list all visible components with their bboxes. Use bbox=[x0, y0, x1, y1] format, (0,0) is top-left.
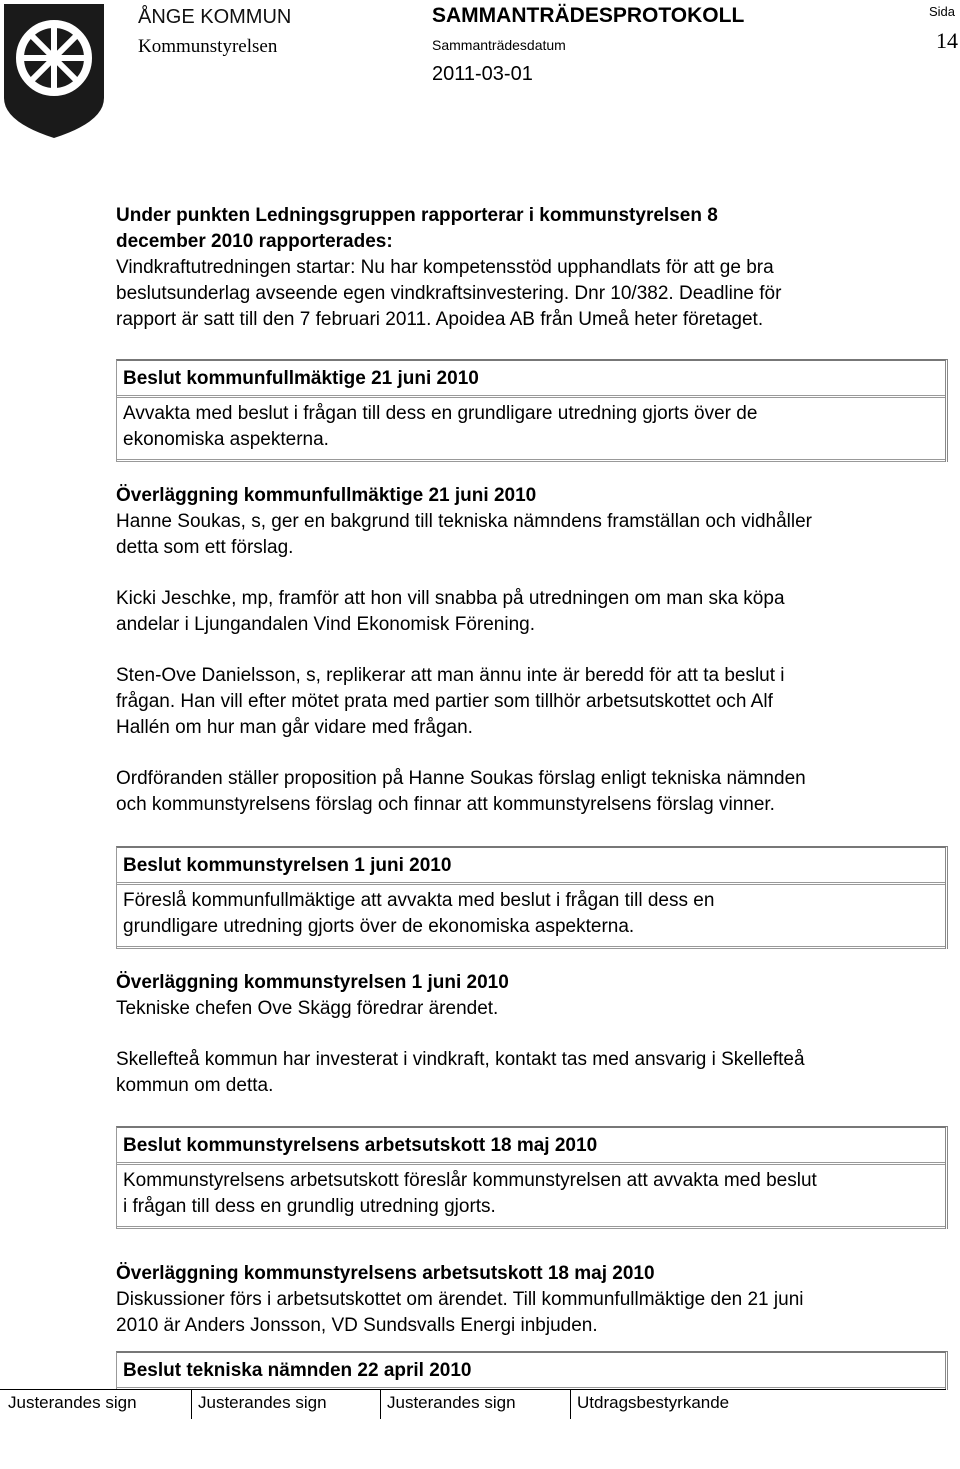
signature-cell bbox=[8, 1389, 137, 1419]
document-type: SAMMANTRÄDESPROTOKOLL bbox=[432, 4, 745, 27]
page-number: 14 bbox=[936, 28, 958, 53]
paragraph-line: Diskussioner förs i arbetsutskottet om ärendet. Till kommunfullmäktige den 21 juni bbox=[116, 1289, 804, 1310]
decision-box-kf bbox=[116, 359, 948, 462]
meeting-date-label: Sammanträdesdatum bbox=[432, 37, 566, 53]
decision-line: Föreslå kommunfullmäktige att avvakta med beslut i frågan till dess en bbox=[123, 890, 715, 911]
page-label: Sida bbox=[929, 4, 956, 19]
paragraph-line: Kicki Jeschke, mp, framför att hon vill snabba på utredningen om man ska köpa bbox=[116, 588, 785, 609]
paragraph-line: Hanne Soukas, s, ger en bakgrund till tekniska nämndens framställan och vidhåller bbox=[116, 511, 812, 532]
paragraph-line: kommun om detta. bbox=[116, 1075, 274, 1096]
paragraph bbox=[116, 663, 785, 741]
decision-body bbox=[117, 885, 945, 949]
decision-line: i frågan till dess en grundlig utredning gjorts. bbox=[123, 1196, 496, 1217]
column-divider bbox=[380, 1389, 381, 1419]
decision-box-ksau bbox=[116, 1126, 948, 1229]
paragraph bbox=[116, 586, 785, 638]
paragraph-line: andelar i Ljungandalen Vind Ekonomisk Förening. bbox=[116, 614, 535, 635]
paragraph-line: Skellefteå kommun har investerat i vindkraft, kontakt tas med ansvarig i Skellefteå bbox=[116, 1049, 805, 1070]
decision-heading: Beslut kommunstyrelsens arbetsutskott 18 maj 2010 bbox=[117, 1128, 945, 1165]
decision-body bbox=[117, 398, 945, 462]
signature-cell bbox=[198, 1389, 327, 1419]
certification-label: Utdragsbestyrkande bbox=[577, 1393, 730, 1412]
section-heading: Överläggning kommunstyrelsens arbetsutskott 18 maj 2010 bbox=[116, 1263, 655, 1284]
department-name: Kommunstyrelsen bbox=[138, 36, 278, 57]
intro-line: Vindkraftutredningen startar: Nu har kompetensstöd upphandlats för att ge bra bbox=[116, 257, 774, 278]
paragraph-line: Ordföranden ställer proposition på Hanne Soukas förslag enligt tekniska nämnden bbox=[116, 768, 806, 789]
certification-cell bbox=[577, 1389, 729, 1419]
intro-line: rapport är satt till den 7 februari 2011. Apoidea AB från Umeå heter företaget. bbox=[116, 309, 764, 330]
municipal-coat-of-arms-logo bbox=[0, 0, 108, 140]
section-heading: Överläggning kommunstyrelsen 1 juni 2010 bbox=[116, 972, 509, 993]
signature-cell bbox=[387, 1389, 516, 1419]
signature-label: Justerandes sign bbox=[8, 1393, 137, 1412]
section-heading: Överläggning kommunfullmäktige 21 juni 2010 bbox=[116, 485, 537, 506]
paragraph bbox=[116, 1047, 805, 1099]
paragraph-line: detta som ett förslag. bbox=[116, 537, 294, 558]
deliberation-ks-section bbox=[116, 970, 509, 1022]
decision-line: grundligare utredning gjorts över de ekonomiska aspekterna. bbox=[123, 916, 635, 937]
intro-heading-line: Under punkten Ledningsgruppen rapporterar i kommunstyrelsen 8 bbox=[116, 205, 718, 226]
deliberation-kf-section bbox=[116, 483, 812, 561]
decision-line: ekonomiska aspekterna. bbox=[123, 429, 329, 450]
decision-heading: Beslut kommunstyrelsen 1 juni 2010 bbox=[117, 848, 945, 885]
intro-section bbox=[116, 203, 781, 333]
decision-box-ks bbox=[116, 846, 948, 949]
paragraph-line: Sten-Ove Danielsson, s, replikerar att man ännu inte är beredd för att ta beslut i bbox=[116, 665, 785, 686]
column-divider bbox=[570, 1389, 571, 1419]
paragraph-line: 2010 är Anders Jonsson, VD Sundsvalls Energi inbjuden. bbox=[116, 1315, 598, 1336]
paragraph-line: Hallén om hur man går vidare med frågan. bbox=[116, 717, 473, 738]
decision-body bbox=[117, 1165, 945, 1229]
organization-name: ÅNGE KOMMUN bbox=[138, 6, 292, 28]
paragraph bbox=[116, 766, 806, 818]
decision-heading: Beslut tekniska nämnden 22 april 2010 bbox=[117, 1353, 945, 1390]
paragraph-line: frågan. Han vill efter mötet prata med partier som tillhör arbetsutskottet och Alf bbox=[116, 691, 773, 712]
signature-label: Justerandes sign bbox=[387, 1393, 516, 1412]
paragraph-line: och kommunstyrelsens förslag och finnar att kommunstyrelsens förslag vinner. bbox=[116, 794, 775, 815]
column-divider bbox=[191, 1389, 192, 1419]
signature-label: Justerandes sign bbox=[198, 1393, 327, 1412]
paragraph-line: Tekniske chefen Ove Skägg föredrar ärendet. bbox=[116, 998, 499, 1019]
meeting-date: 2011-03-01 bbox=[432, 63, 533, 85]
intro-heading-line: december 2010 rapporterades: bbox=[116, 231, 393, 252]
decision-heading: Beslut kommunfullmäktige 21 juni 2010 bbox=[117, 361, 945, 398]
decision-box-tn bbox=[116, 1351, 948, 1390]
intro-line: beslutsunderlag avseende egen vindkraftsinvestering. Dnr 10/382. Deadline för bbox=[116, 283, 782, 304]
deliberation-ksau-section bbox=[116, 1261, 803, 1339]
decision-line: Avvakta med beslut i frågan till dess en grundligare utredning gjorts över de bbox=[123, 403, 758, 424]
decision-line: Kommunstyrelsens arbetsutskott föreslår kommunstyrelsen att avvakta med beslut bbox=[123, 1170, 817, 1191]
